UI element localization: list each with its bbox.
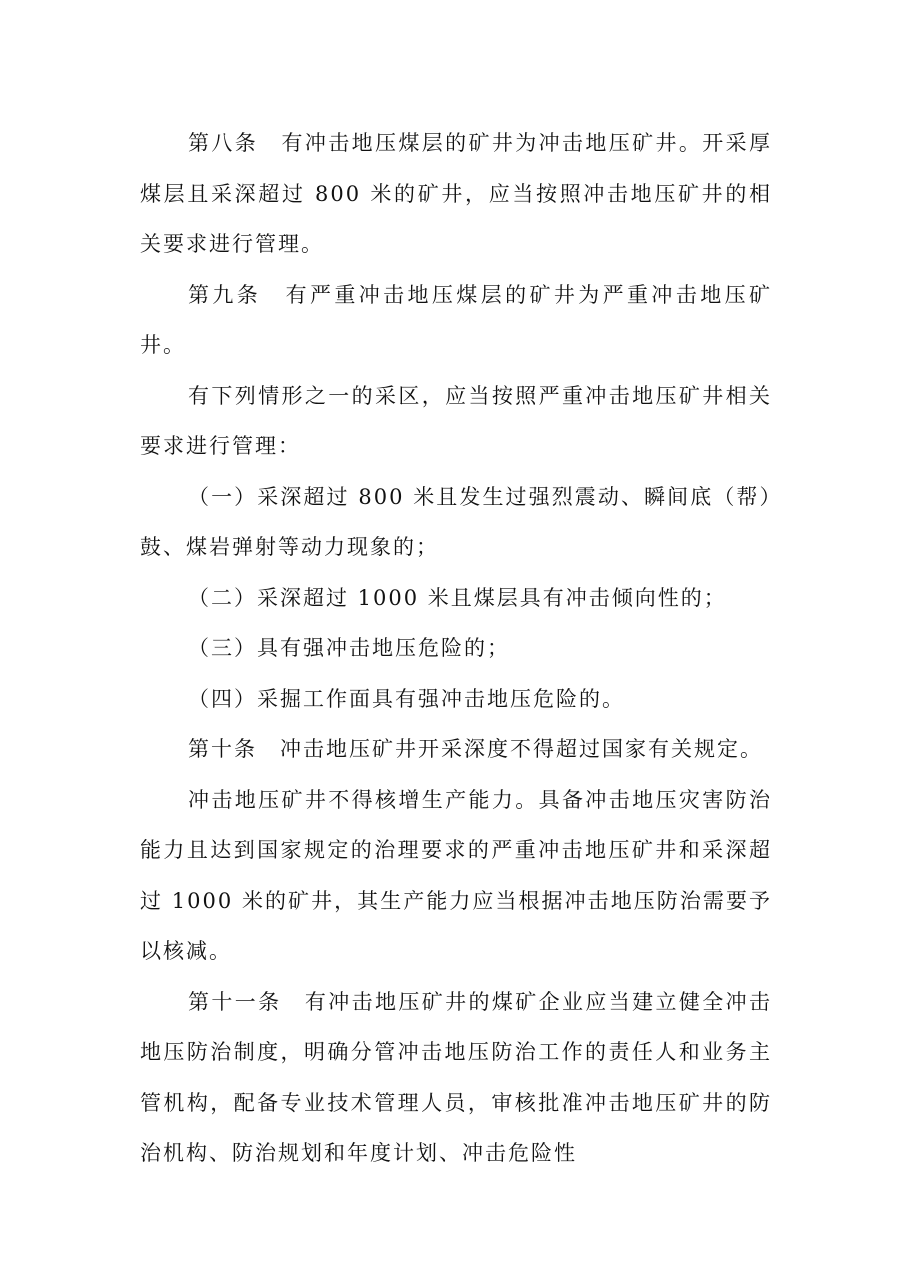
article-9-item-3: （三）具有强冲击地压危险的；	[188, 636, 510, 660]
article-8: 第八条 有冲击地压煤层的矿井为冲击地压矿井。开采厚煤层且采深超过 800 米的矿井，应当按照冲击地压矿井的相关要求进行管理。	[140, 131, 772, 256]
document-body	[140, 118, 772, 1179]
article-9-item-1: （一）采深超过 800 米且发生过强烈震动、瞬间底（帮）鼓、煤岩弹射等动力现象的；	[140, 484, 772, 559]
article-9: 第九条 有严重冲击地压煤层的矿井为严重冲击地压矿井。	[140, 282, 772, 357]
article-10: 第十条 冲击地压矿井开采深度不得超过国家有关规定。	[188, 737, 763, 761]
article-10-paragraph-2: 冲击地压矿井不得核增生产能力。具备冲击地压灾害防治能力且达到国家规定的治理要求的严重冲击地压矿井和采深超过 1000 米的矿井，其生产能力应当根据冲击地压防治需要予以核减。	[140, 787, 772, 963]
article-9-intro: 有下列情形之一的采区，应当按照严重冲击地压矿井相关要求进行管理：	[140, 383, 772, 458]
article-9-item-4: （四）采掘工作面具有强冲击地压危险的。	[188, 686, 625, 711]
article-11: 第十一条 有冲击地压矿井的煤矿企业应当建立健全冲击地压防治制度，明确分管冲击地压防治工作的责任人和业务主管机构，配备专业技术管理人员，审核批准冲击地压矿井的防治机构、防治规划和年度计划、冲击危险性	[140, 989, 772, 1165]
article-9-item-2: （二）采深超过 1000 米且煤层具有冲击倾向性的；	[188, 585, 727, 610]
